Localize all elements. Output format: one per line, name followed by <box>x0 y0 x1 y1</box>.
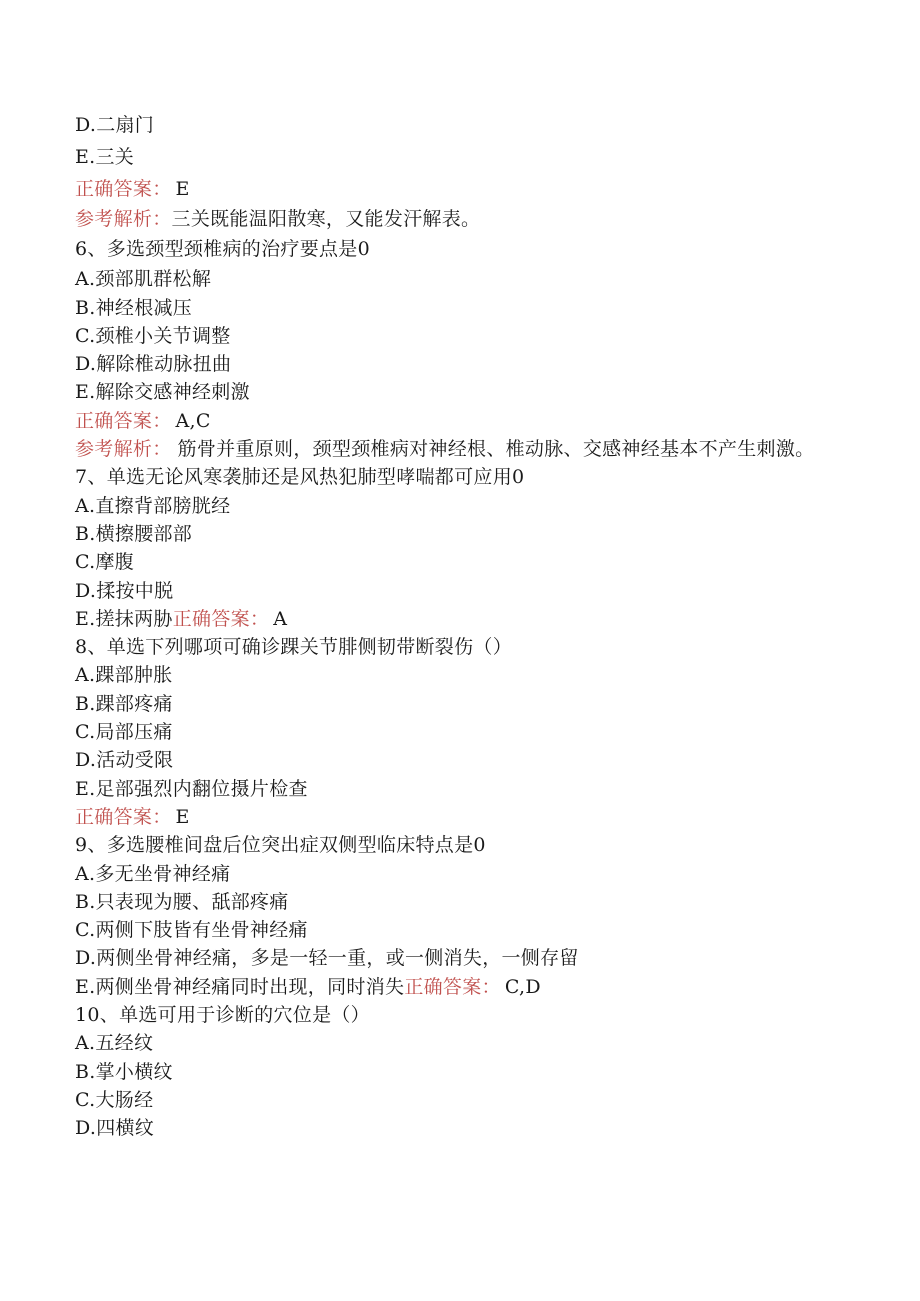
option-item: B.横擦腰部部 <box>75 522 193 545</box>
answer-label: 正确答案： <box>75 178 172 200</box>
option-item: A.直擦背部膀胱经 <box>75 494 231 517</box>
answer-value: E <box>175 805 190 828</box>
option-item: E.三关 <box>75 146 135 168</box>
option-item: A.踝部肿胀 <box>75 664 173 687</box>
option-item <box>75 605 835 633</box>
explanation-text: 三关既能温阳散寒，又能发汗解表。 <box>171 208 481 230</box>
explanation-line <box>75 435 815 463</box>
answer-line <box>75 407 835 435</box>
question-title: 9、多选腰椎间盘后位突出症双侧型临床特点是0 <box>75 834 486 857</box>
answer-value: E <box>175 178 190 200</box>
question-title: 8、单选下列哪项可确诊踝关节腓侧韧带断裂伤（） <box>75 636 512 659</box>
option-item: D.二扇门 <box>75 114 155 136</box>
option-item: C.两侧下肢皆有坐骨神经痛 <box>75 919 308 942</box>
answer-line <box>75 803 835 831</box>
option-item: D.揉按中脱 <box>75 579 174 602</box>
answer-value: C,D <box>504 975 541 998</box>
option-item: C.局部压痛 <box>75 721 173 744</box>
answer-label: 正确答案： <box>172 607 270 630</box>
option-item: D.两侧坐骨神经痛，多是一轻一重，或一侧消失，一侧存留 <box>75 947 579 970</box>
option-item: E.解除交感神经刺激 <box>75 381 250 404</box>
explanation-line <box>75 205 835 233</box>
question-title: 10、单选可用于诊断的穴位是（） <box>75 1004 370 1027</box>
option-item: D.活动受限 <box>75 749 174 772</box>
answer-value: A <box>273 607 288 630</box>
option-item: E.足部强烈内翻位摄片检查 <box>75 777 308 800</box>
option-item: B.只表现为腰、舐部疼痛 <box>75 890 289 913</box>
document-page <box>75 109 835 1143</box>
option-item: D.解除椎动脉扭曲 <box>75 353 232 376</box>
answer-line <box>75 173 835 205</box>
option-item: D.四横纹 <box>75 1117 155 1140</box>
answer-label: 正确答案： <box>75 409 172 432</box>
option-text: E.搓抹两胁 <box>75 607 173 630</box>
option-item: C.颈椎小关节调整 <box>75 324 231 347</box>
option-item: C.大肠经 <box>75 1088 154 1111</box>
option-item: A.颈部肌群松解 <box>75 268 212 291</box>
option-item <box>75 973 835 1001</box>
answer-label: 正确答案： <box>75 805 172 828</box>
option-item: B.掌小横纹 <box>75 1060 173 1083</box>
explanation-label: 参考解析： <box>75 208 172 230</box>
explanation-text: 筋骨并重原则，颈型颈椎病对神经根、椎动脉、交感神经基本不产生刺激。 <box>177 438 815 461</box>
option-item: B.踝部疼痛 <box>75 692 173 715</box>
option-item: A.多无坐骨神经痛 <box>75 862 231 885</box>
question-title: 6、多选颈型颈椎病的治疗要点是0 <box>75 238 370 261</box>
question-title: 7、单选无论风寒袭肺还是风热犯肺型哮喘都可应用0 <box>75 466 525 489</box>
explanation-label: 参考解析： <box>75 438 172 461</box>
option-item: C.摩腹 <box>75 551 135 574</box>
answer-label: 正确答案： <box>404 975 501 998</box>
option-text: E.两侧坐骨神经痛同时出现，同时消失 <box>75 975 405 998</box>
option-item: B.神经根减压 <box>75 296 193 319</box>
option-item: A.五经纹 <box>75 1032 154 1055</box>
answer-value: A,C <box>175 409 211 432</box>
